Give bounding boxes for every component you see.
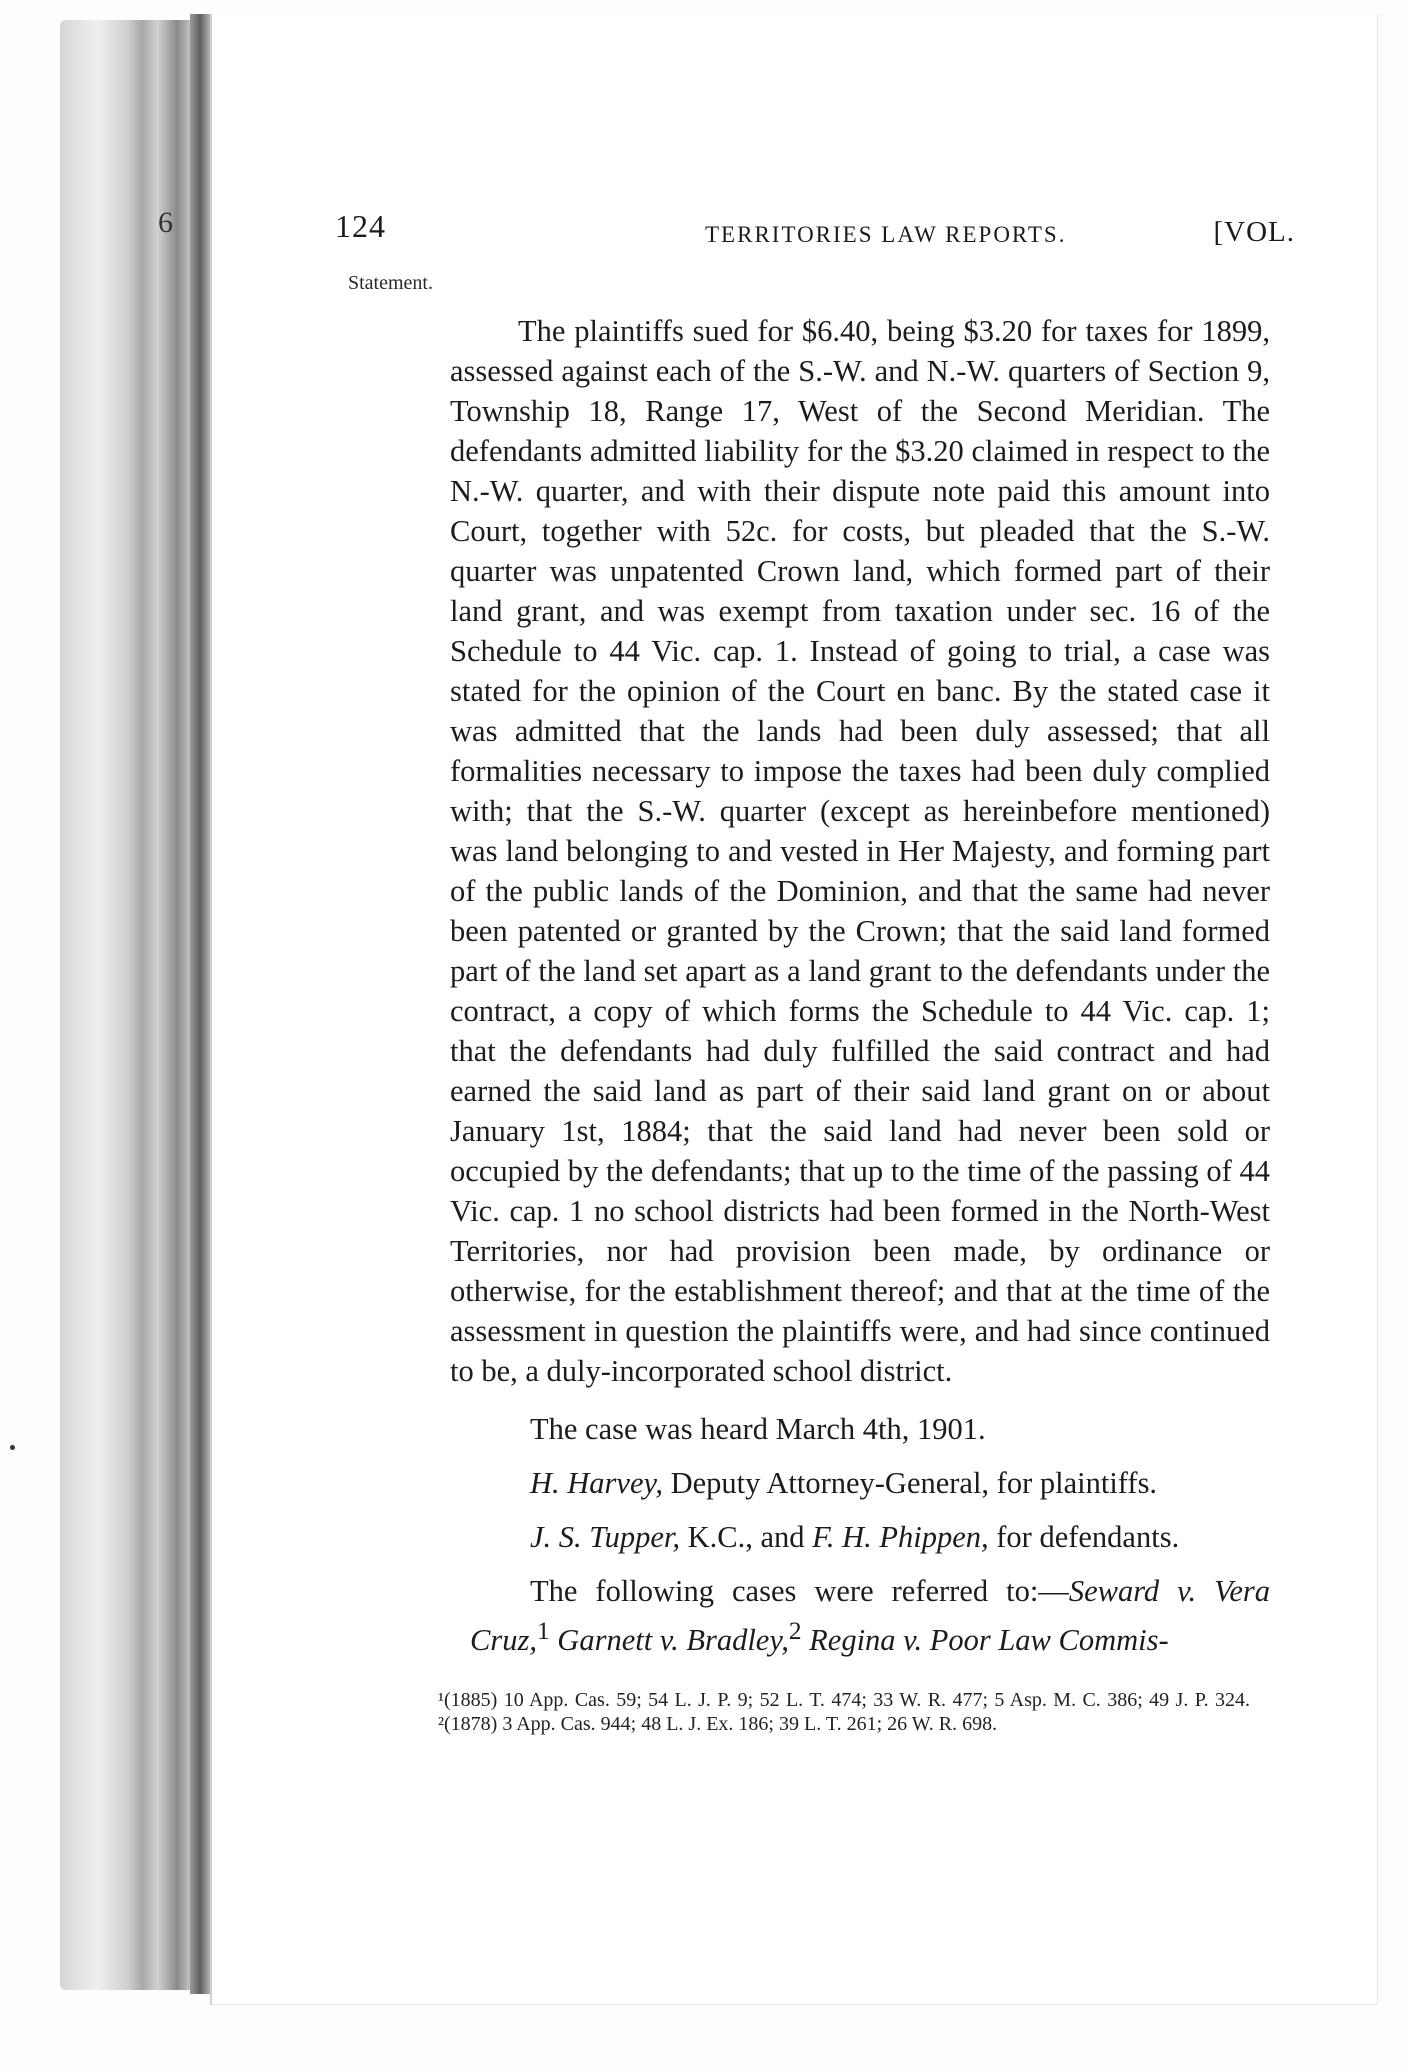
page-edge-shadow bbox=[190, 14, 210, 1994]
scan-speck bbox=[10, 1445, 15, 1450]
case-citation-3: Regina v. Poor Law Commis- bbox=[801, 1622, 1169, 1657]
case-citation-1: Seward v. Vera Cruz, bbox=[470, 1573, 1270, 1657]
cases-intro: The following cases were referred to:— bbox=[530, 1573, 1069, 1608]
statement-paragraph: The plaintiffs sued for $6.40, being $3.20 for taxes for 1899, assessed against each of the S.-W. and N.-W. quarters of Section 9, Township 18, Range 17, West of the Second Meridian. The defendants admitted liability for the $3.20 claimed in respect to the N.-W. quarter, and with their dispute note paid this amount into Court, together with 52c. for costs, but pleaded that the S.-W. quarter was unpatented Crown land, which formed part of their land grant, and was exempt from taxation under sec. 16 of the Schedule to 44 Vic. cap. 1. Instead of going to trial, a case was stated for the opinion of the Court en banc. By the stated case it was admitted that the lands had been duly assessed; that all formalities necessary to impose the taxes had been duly complied with; that the S.-W. quarter (except as hereinbefore mentioned) was land belonging to and vested in Her Majesty, and forming part of the public lands of the Dominion, and that the same had never been patented or granted by the Crown; that the said land formed part of the land set apart as a land grant to the defendants under the contract, a copy of which forms the Schedule to 44 Vic. cap. 1; that the defendants had duly fulfilled the said contract and had earned the said land as part of their said land grant on or about January 1st, 1884; that the said land had never been sold or occupied by the defendants; that up to the time of the passing of 44 Vic. cap. 1 no school districts had been formed in the North-West Territories, nor had provision been made, by ordinance or otherwise, for the establishment thereof; and that at the time of the assessment in question the plaintiffs were, and had since continued to be, a duly-incorporated school district. bbox=[450, 313, 1270, 1388]
counsel-defendants-name-2: F. H. Phippen, bbox=[812, 1519, 989, 1554]
margin-page-fragment: 6 bbox=[158, 206, 173, 239]
counsel-plaintiffs-paragraph bbox=[470, 1463, 1270, 1503]
side-note-statement: Statement. bbox=[348, 272, 433, 294]
footnote-ref-1: 1 bbox=[536, 1616, 550, 1645]
running-title: TERRITORIES LAW REPORTS. bbox=[705, 222, 1067, 247]
main-text bbox=[450, 280, 1270, 1660]
page-header bbox=[335, 208, 1295, 254]
counsel-plaintiffs-name: H. Harvey, bbox=[530, 1465, 663, 1500]
counsel-defendants-connector: K.C., and bbox=[679, 1519, 813, 1554]
case-citation-2: Garnett v. Bradley, bbox=[549, 1622, 789, 1657]
counsel-defendants-role: for defendants. bbox=[988, 1519, 1180, 1554]
counsel-defendants-paragraph bbox=[470, 1517, 1270, 1557]
footnote-ref-2: 2 bbox=[788, 1616, 802, 1645]
counsel-plaintiffs-role: Deputy Attorney-General, for plaintiffs. bbox=[662, 1465, 1158, 1500]
cases-referred-paragraph bbox=[470, 1571, 1270, 1660]
counsel-defendants-name-1: J. S. Tupper, bbox=[530, 1519, 680, 1554]
book-spine bbox=[60, 20, 210, 1990]
hearing-date-paragraph: The case was heard March 4th, 1901. bbox=[530, 1411, 986, 1446]
volume-marker: [VOL. bbox=[1213, 216, 1295, 248]
footnotes: ¹(1885) 10 App. Cas. 59; 54 L. J. P. 9; 52 L. T. 474; 33 W. R. 477; 5 Asp. M. C. 386; 49 J. P. 324. ²(1878) 3 App. Cas. 944; 48 L. J. Ex. 186; 39 L. T. 261; 26 W. R. 698. bbox=[438, 1689, 1250, 1735]
page-number: 124 bbox=[335, 208, 386, 244]
